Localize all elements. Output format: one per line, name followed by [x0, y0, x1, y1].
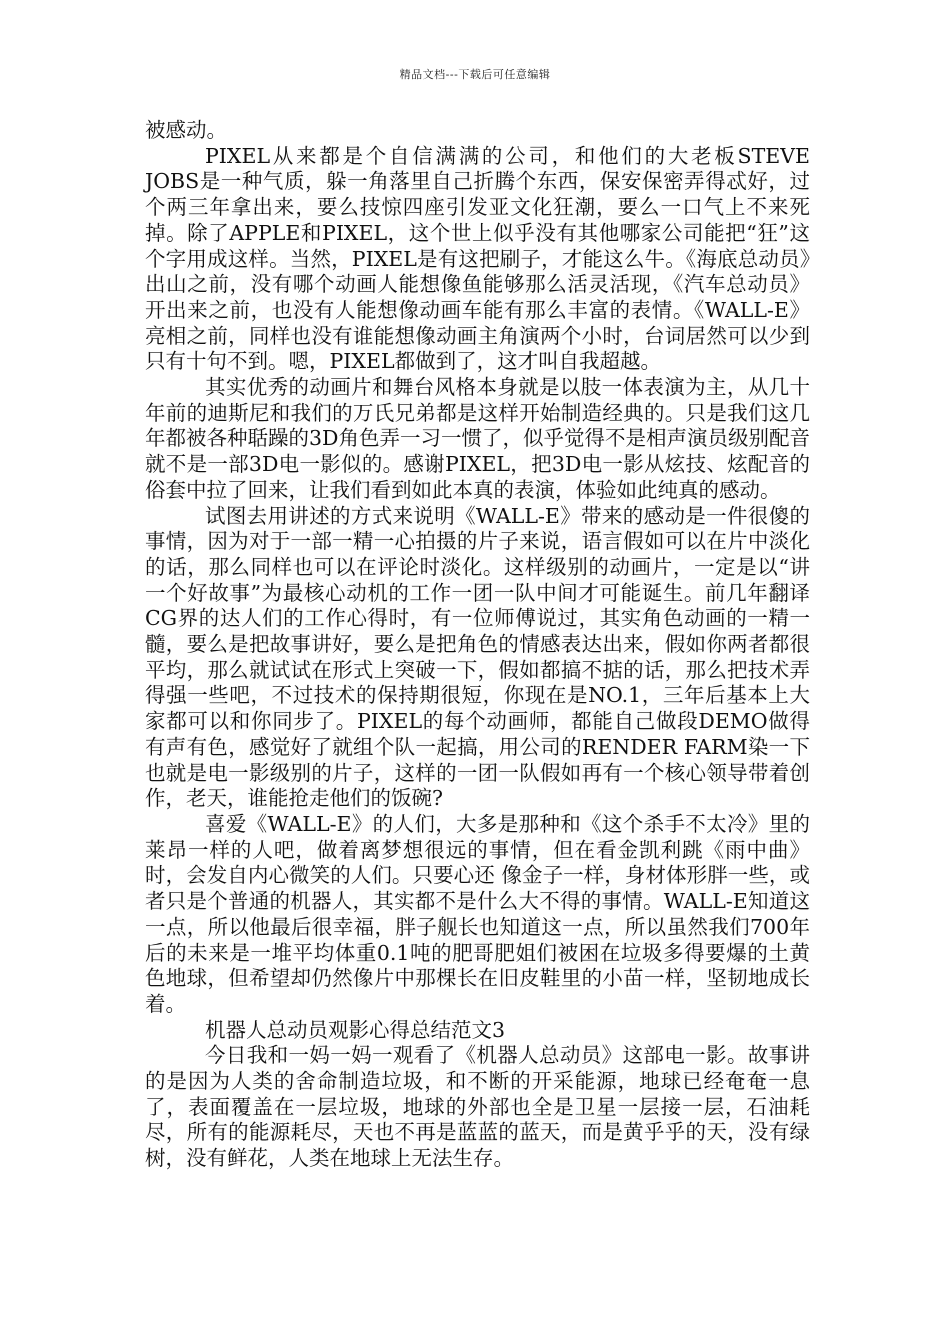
paragraph: 试图去用讲述的方式来说明《WALL-E》带来的感动是一件很傻的事情，因为对于一部一精一心拍摄的片子来说，语言假如可以在片中淡化的话，那么同样也可以在评论时淡化。这样级别的动画片，一定是以“讲一个好故事”为最核心动机的工作一团一队中间才可能诞生。前几年翻译CG界的达人们的工作心得时，有一位师傅说过，其实角色动画的一精一髓，要么是把故事讲好，要么是把角色的情感表达出来，假如你两者都很平均，那么就试试在形式上突破一下，假如都搞不掂的话，那么把技术弄得强一些吧，不过技术的保持期很短，你现在是NO.1，三年后基本上大家都可以和你同步了。PIXEL的每个动画师，都能自己做段DEMO做得有声有色，感觉好了就组个队一起搞，用公司的RENDER FARM染一下也就是电一影级别的片子，这样的一团一队假如再有一个核心领导带着创作，老天，谁能抢走他们的饭碗?	[145, 503, 810, 811]
paragraph: 其实优秀的动画片和舞台风格本身就是以肢一体表演为主，从几十年前的迪斯尼和我们的万氏兄弟都是这样开始制造经典的。只是我们这几年都被各种聒躁的3D角色弄一习一惯了，似乎觉得不是相声演员级别配音就不是一部3D电一影似的。感谢PIXEL，把3D电一影从炫技、炫配音的俗套中拉了回来，让我们看到如此本真的表演，体验如此纯真的感动。	[145, 375, 810, 502]
paragraph-continuation: 被感动。	[145, 118, 227, 142]
paragraph: 今日我和一妈一妈一观看了《机器人总动员》这部电一影。故事讲的是因为人类的舍命制造垃圾，和不断的开采能源，地球已经奄奄一息了，表面覆盖在一层垃圾，地球的外部也全是卫星一层接一层，石油耗尽，所有的能源耗尽，天也不再是蓝蓝的蓝天，而是黄乎乎的天，没有绿树，没有鲜花，人类在地球上无法生存。	[145, 1043, 810, 1171]
page-header: 精品文档---下载后可任意编辑	[399, 68, 551, 81]
document-body	[145, 118, 810, 1172]
paragraph: PIXEL从来都是个自信满满的公司，和他们的大老板STEVE JOBS是一种气质，躲一角落里自己折腾个东西，保安保密弄得忒好，过个两三年拿出来，要么技惊四座引发亚文化狂潮，要么一口气上不来死掉。除了APPLE和PIXEL，这个世上似乎没有其他哪家公司能把“狂”这个字用成这样。当然，PIXEL是有这把刷子，才能这么牛。《海底总动员》出山之前，没有哪个动画人能想像鱼能够那么活灵活现，《汽车总动员》开出来之前，也没有人能想像动画车能有那么丰富的表情。《WALL-E》亮相之前，同样也没有谁能想像动画主角演两个小时，台词居然可以少到只有十句不到。嗯，PIXEL都做到了，这才叫自我超越。	[145, 143, 810, 374]
section-heading: 机器人总动员观影心得总结范文3	[205, 1017, 506, 1042]
paragraph: 喜爱《WALL-E》的人们，大多是那种和《这个杀手不太冷》里的莱昂一样的人吧，做着离梦想很远的事情，但在看金凯利跳《雨中曲》时，会发自内心微笑的人们。只要心还 像金子一样，身材体形胖一些，或者只是个普通的机器人，其实都不是什么大不得的事情。WALL-E知道这一点，所以他最后很幸福，胖子舰长也知道这一点，所以虽然我们700年后的未来是一堆平均体重0.1吨的肥哥肥姐们被困在垃圾多得要爆的土黄色地球，但希望却仍然像片中那棵长在旧皮鞋里的小苗一样，坚韧地成长着。	[145, 811, 810, 1016]
